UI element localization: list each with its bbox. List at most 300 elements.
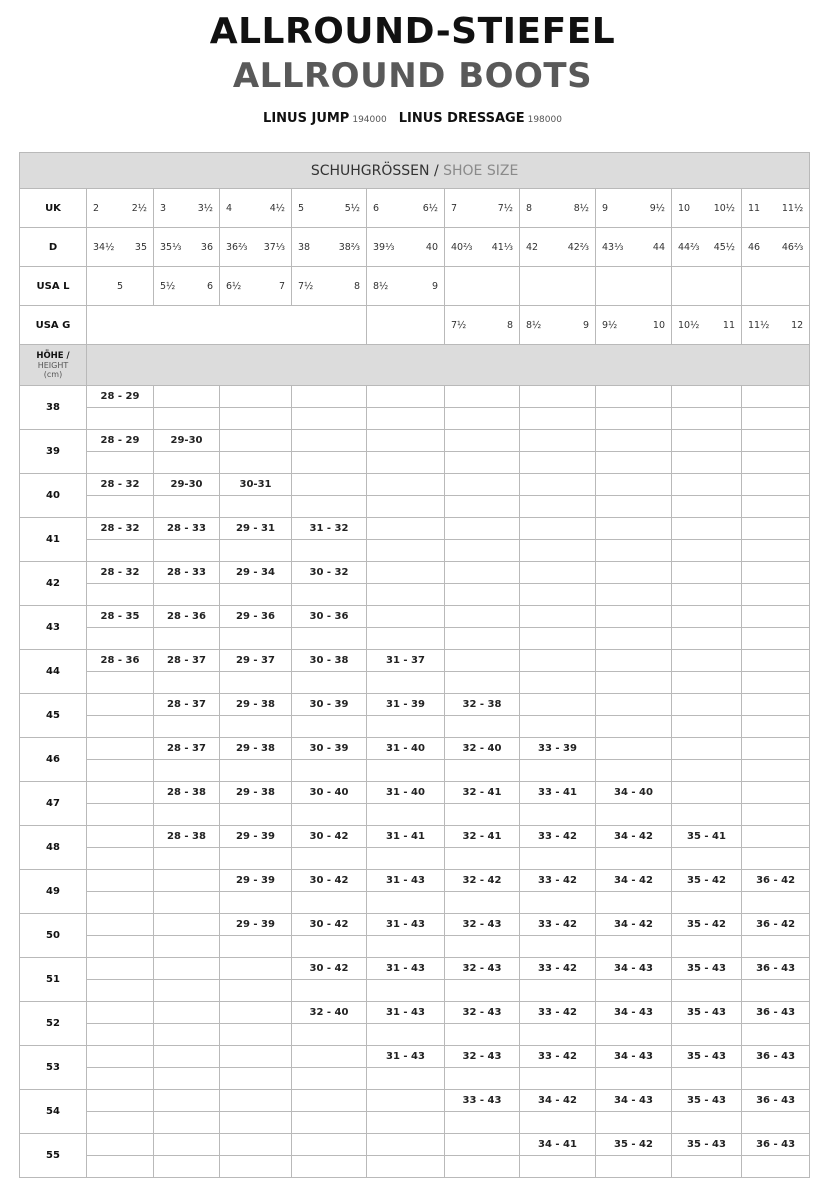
calf-range-cell bbox=[292, 386, 367, 408]
size-value: 11½ bbox=[781, 202, 804, 214]
calf-range-cell: 36 - 43 bbox=[742, 958, 810, 980]
calf-range-cell: 30 - 42 bbox=[292, 870, 367, 892]
size-cell bbox=[367, 228, 445, 267]
empty-cell bbox=[596, 892, 672, 914]
size-value: 8½ bbox=[526, 319, 542, 331]
empty-cell bbox=[742, 760, 810, 782]
height-value: 42 bbox=[20, 562, 87, 606]
empty-cell bbox=[596, 848, 672, 870]
empty-cell bbox=[672, 1156, 742, 1178]
calf-range-cell: 31 - 43 bbox=[367, 1002, 445, 1024]
empty-cell bbox=[596, 628, 672, 650]
calf-range-cell: 33 - 42 bbox=[520, 914, 596, 936]
calf-range-cell: 29-30 bbox=[154, 474, 220, 496]
size-value: 6½ bbox=[422, 202, 438, 214]
size-value: 4 bbox=[226, 202, 233, 214]
empty-cell bbox=[292, 496, 367, 518]
calf-range-cell bbox=[596, 474, 672, 496]
size-row bbox=[20, 306, 810, 345]
calf-range-cell bbox=[672, 474, 742, 496]
size-value: 38⅔ bbox=[338, 241, 360, 253]
empty-cell bbox=[445, 628, 520, 650]
shoe-size-header-row bbox=[20, 153, 810, 189]
calf-range-cell bbox=[520, 562, 596, 584]
height-header-row bbox=[20, 345, 810, 386]
calf-range-cell bbox=[672, 694, 742, 716]
size-value: 46 bbox=[748, 241, 761, 253]
calf-range-cell: 33 - 42 bbox=[520, 1002, 596, 1024]
size-value: 3 bbox=[160, 202, 167, 214]
height-row bbox=[20, 386, 810, 408]
calf-range-cell bbox=[154, 1134, 220, 1156]
size-pair bbox=[154, 281, 219, 292]
empty-cell bbox=[445, 848, 520, 870]
empty-cell bbox=[367, 306, 445, 345]
calf-range-cell bbox=[742, 826, 810, 848]
empty-cell bbox=[520, 584, 596, 606]
empty-cell bbox=[520, 980, 596, 1002]
calf-range-cell: 36 - 43 bbox=[742, 1134, 810, 1156]
empty-cell bbox=[154, 628, 220, 650]
empty-cell bbox=[596, 760, 672, 782]
calf-range-cell bbox=[367, 430, 445, 452]
size-cell bbox=[742, 267, 810, 306]
empty-cell bbox=[742, 540, 810, 562]
empty-cell bbox=[367, 1024, 445, 1046]
calf-range-cell: 30 - 40 bbox=[292, 782, 367, 804]
size-cell bbox=[220, 228, 292, 267]
calf-range-cell bbox=[672, 518, 742, 540]
calf-range-cell: 35 - 43 bbox=[672, 1046, 742, 1068]
calf-range-cell: 34 - 43 bbox=[596, 1046, 672, 1068]
size-value: 7 bbox=[451, 202, 458, 214]
calf-range-cell bbox=[220, 958, 292, 980]
size-value: 43⅓ bbox=[602, 241, 624, 253]
calf-range-cell: 29 - 38 bbox=[220, 738, 292, 760]
empty-cell bbox=[672, 672, 742, 694]
empty-cell bbox=[520, 804, 596, 826]
calf-range-cell: 34 - 42 bbox=[596, 826, 672, 848]
empty-cell bbox=[367, 452, 445, 474]
size-value: 37⅓ bbox=[263, 241, 285, 253]
calf-range-cell: 28 - 32 bbox=[87, 518, 154, 540]
calf-range-cell: 32 - 43 bbox=[445, 1046, 520, 1068]
empty-cell bbox=[292, 1024, 367, 1046]
size-value: 36⅔ bbox=[226, 241, 248, 253]
height-value: 50 bbox=[20, 914, 87, 958]
size-value: 12 bbox=[791, 319, 804, 331]
height-row-lower bbox=[20, 452, 810, 474]
calf-range-cell bbox=[742, 738, 810, 760]
size-value: 9 bbox=[582, 319, 589, 331]
calf-range-cell bbox=[672, 386, 742, 408]
size-chart-table bbox=[19, 152, 810, 1178]
size-system-label: USA G bbox=[20, 306, 87, 345]
calf-range-cell: 32 - 42 bbox=[445, 870, 520, 892]
size-value: 46⅔ bbox=[781, 241, 804, 253]
calf-range-cell: 36 - 42 bbox=[742, 914, 810, 936]
height-row-lower bbox=[20, 628, 810, 650]
calf-range-cell: 33 - 43 bbox=[445, 1090, 520, 1112]
empty-cell bbox=[220, 892, 292, 914]
size-value: 6 bbox=[373, 202, 380, 214]
size-pair bbox=[367, 281, 444, 292]
empty-cell bbox=[292, 848, 367, 870]
empty-cell bbox=[742, 1068, 810, 1090]
size-cell bbox=[154, 228, 220, 267]
calf-range-cell bbox=[596, 518, 672, 540]
size-cell bbox=[292, 189, 367, 228]
calf-range-cell bbox=[672, 738, 742, 760]
height-value: 53 bbox=[20, 1046, 87, 1090]
height-row-lower bbox=[20, 496, 810, 518]
calf-range-cell bbox=[292, 474, 367, 496]
size-pair bbox=[292, 281, 366, 292]
calf-range-cell: 29 - 39 bbox=[220, 826, 292, 848]
height-value: 38 bbox=[20, 386, 87, 430]
calf-range-cell: 28 - 32 bbox=[87, 562, 154, 584]
size-value: 11 bbox=[722, 319, 735, 331]
empty-cell bbox=[742, 408, 810, 430]
height-row bbox=[20, 826, 810, 848]
empty-cell bbox=[742, 936, 810, 958]
calf-range-cell bbox=[220, 386, 292, 408]
height-row bbox=[20, 518, 810, 540]
size-value: 8 bbox=[506, 319, 513, 331]
empty-cell bbox=[596, 804, 672, 826]
empty-cell bbox=[87, 496, 154, 518]
calf-range-cell: 29-30 bbox=[154, 430, 220, 452]
empty-cell bbox=[87, 452, 154, 474]
calf-range-cell: 35 - 43 bbox=[672, 1090, 742, 1112]
height-row-lower bbox=[20, 584, 810, 606]
empty-cell bbox=[367, 892, 445, 914]
size-value: 4½ bbox=[269, 202, 285, 214]
calf-range-cell bbox=[672, 430, 742, 452]
size-cell bbox=[292, 228, 367, 267]
empty-cell bbox=[154, 1068, 220, 1090]
empty-cell bbox=[87, 848, 154, 870]
calf-range-cell: 31 - 41 bbox=[367, 826, 445, 848]
empty-cell bbox=[672, 1112, 742, 1134]
empty-cell bbox=[87, 1112, 154, 1134]
calf-range-cell bbox=[596, 606, 672, 628]
height-label-line: HÖHE / bbox=[36, 350, 70, 361]
empty-cell bbox=[520, 1024, 596, 1046]
empty-cell bbox=[742, 892, 810, 914]
size-cell bbox=[87, 228, 154, 267]
empty-cell bbox=[220, 672, 292, 694]
height-value: 48 bbox=[20, 826, 87, 870]
calf-range-cell: 34 - 41 bbox=[520, 1134, 596, 1156]
empty-cell bbox=[520, 716, 596, 738]
calf-range-cell bbox=[367, 606, 445, 628]
size-pair bbox=[87, 203, 153, 214]
calf-range-cell: 30 - 38 bbox=[292, 650, 367, 672]
empty-cell bbox=[292, 980, 367, 1002]
calf-range-cell: 33 - 41 bbox=[520, 782, 596, 804]
calf-range-cell bbox=[445, 430, 520, 452]
size-pair bbox=[367, 203, 444, 214]
calf-range-cell: 28 - 33 bbox=[154, 562, 220, 584]
size-pair bbox=[742, 320, 809, 331]
size-cell bbox=[220, 189, 292, 228]
empty-cell bbox=[220, 452, 292, 474]
calf-range-cell bbox=[742, 518, 810, 540]
size-value: 9½ bbox=[649, 202, 665, 214]
empty-cell bbox=[154, 452, 220, 474]
calf-range-cell bbox=[596, 738, 672, 760]
empty-cell bbox=[367, 540, 445, 562]
empty-cell bbox=[742, 628, 810, 650]
calf-range-cell: 35 - 43 bbox=[672, 1134, 742, 1156]
empty-cell bbox=[742, 1112, 810, 1134]
size-value: 11½ bbox=[748, 319, 770, 331]
model-code: 198000 bbox=[527, 115, 562, 125]
empty-cell bbox=[87, 760, 154, 782]
empty-cell bbox=[220, 1068, 292, 1090]
empty-cell bbox=[220, 628, 292, 650]
empty-cell bbox=[672, 540, 742, 562]
empty-cell bbox=[154, 980, 220, 1002]
empty-cell bbox=[154, 1112, 220, 1134]
size-pair bbox=[220, 281, 291, 292]
calf-range-cell: 33 - 42 bbox=[520, 826, 596, 848]
empty-cell bbox=[672, 980, 742, 1002]
calf-range-cell bbox=[154, 1090, 220, 1112]
calf-range-cell: 36 - 43 bbox=[742, 1002, 810, 1024]
empty-cell bbox=[520, 452, 596, 474]
height-row bbox=[20, 1046, 810, 1068]
empty-cell bbox=[672, 892, 742, 914]
calf-range-cell: 28 - 37 bbox=[154, 650, 220, 672]
size-value: 2½ bbox=[131, 202, 147, 214]
empty-cell bbox=[445, 804, 520, 826]
empty-cell bbox=[520, 628, 596, 650]
size-cell bbox=[520, 306, 596, 345]
size-value: 40 bbox=[425, 241, 438, 253]
empty-cell bbox=[672, 848, 742, 870]
size-value: 39⅓ bbox=[373, 241, 395, 253]
calf-range-cell: 34 - 43 bbox=[596, 1002, 672, 1024]
size-value: 9 bbox=[431, 280, 438, 292]
calf-range-cell bbox=[87, 914, 154, 936]
size-pair bbox=[445, 242, 519, 253]
model-code: 194000 bbox=[352, 115, 387, 125]
empty-cell bbox=[445, 1024, 520, 1046]
size-value: 11 bbox=[748, 202, 761, 214]
calf-range-cell: 29 - 38 bbox=[220, 694, 292, 716]
empty-cell bbox=[367, 1068, 445, 1090]
height-row bbox=[20, 870, 810, 892]
size-pair bbox=[445, 320, 519, 331]
calf-range-cell: 29 - 31 bbox=[220, 518, 292, 540]
calf-range-cell bbox=[87, 958, 154, 980]
size-row bbox=[20, 267, 810, 306]
calf-range-cell: 28 - 29 bbox=[87, 386, 154, 408]
empty-cell bbox=[87, 936, 154, 958]
empty-cell bbox=[742, 804, 810, 826]
empty-cell bbox=[596, 584, 672, 606]
empty-cell bbox=[742, 848, 810, 870]
empty-cell bbox=[445, 496, 520, 518]
calf-range-cell: 31 - 43 bbox=[367, 914, 445, 936]
size-cell bbox=[672, 267, 742, 306]
size-pair bbox=[520, 242, 595, 253]
calf-range-cell bbox=[154, 386, 220, 408]
size-cell bbox=[520, 189, 596, 228]
size-value: 7 bbox=[278, 280, 285, 292]
size-value: 8½ bbox=[573, 202, 589, 214]
calf-range-cell bbox=[87, 1134, 154, 1156]
empty-cell bbox=[87, 672, 154, 694]
height-row-lower bbox=[20, 540, 810, 562]
size-pair bbox=[596, 242, 671, 253]
empty-cell bbox=[154, 936, 220, 958]
size-value: 8 bbox=[526, 202, 533, 214]
height-header-fill bbox=[87, 345, 810, 386]
height-value: 41 bbox=[20, 518, 87, 562]
title-english: ALLROUND BOOTS bbox=[232, 56, 593, 96]
empty-cell bbox=[672, 584, 742, 606]
size-cell bbox=[445, 189, 520, 228]
height-row-lower bbox=[20, 848, 810, 870]
calf-range-cell: 30 - 32 bbox=[292, 562, 367, 584]
empty-cell bbox=[596, 936, 672, 958]
empty-cell bbox=[367, 1112, 445, 1134]
height-value: 52 bbox=[20, 1002, 87, 1046]
size-pair bbox=[367, 242, 444, 253]
empty-cell bbox=[87, 306, 367, 345]
size-value: 9½ bbox=[602, 319, 618, 331]
size-value: 34½ bbox=[93, 241, 115, 253]
empty-cell bbox=[220, 584, 292, 606]
calf-range-cell bbox=[292, 430, 367, 452]
calf-range-cell bbox=[445, 474, 520, 496]
empty-cell bbox=[154, 804, 220, 826]
calf-range-cell: 35 - 41 bbox=[672, 826, 742, 848]
empty-cell bbox=[742, 452, 810, 474]
empty-cell bbox=[154, 540, 220, 562]
model-list bbox=[0, 110, 825, 129]
calf-range-cell: 29 - 39 bbox=[220, 870, 292, 892]
calf-range-cell bbox=[367, 1090, 445, 1112]
empty-cell bbox=[742, 1156, 810, 1178]
model-name: LINUS DRESSAGE bbox=[398, 111, 525, 126]
empty-cell bbox=[154, 408, 220, 430]
empty-cell bbox=[596, 1068, 672, 1090]
size-value: 9 bbox=[602, 202, 609, 214]
calf-range-cell: 30 - 39 bbox=[292, 738, 367, 760]
size-cell bbox=[520, 228, 596, 267]
empty-cell bbox=[87, 980, 154, 1002]
height-value: 49 bbox=[20, 870, 87, 914]
empty-cell bbox=[220, 936, 292, 958]
calf-range-cell bbox=[520, 694, 596, 716]
empty-cell bbox=[367, 628, 445, 650]
empty-cell bbox=[154, 716, 220, 738]
empty-cell bbox=[292, 1156, 367, 1178]
calf-range-cell bbox=[742, 650, 810, 672]
empty-cell bbox=[87, 628, 154, 650]
empty-cell bbox=[292, 452, 367, 474]
empty-cell bbox=[367, 980, 445, 1002]
empty-cell bbox=[596, 1024, 672, 1046]
calf-range-cell: 30 - 39 bbox=[292, 694, 367, 716]
calf-range-cell: 31 - 43 bbox=[367, 958, 445, 980]
calf-range-cell: 32 - 41 bbox=[445, 782, 520, 804]
calf-range-cell: 35 - 42 bbox=[672, 914, 742, 936]
calf-range-cell bbox=[367, 562, 445, 584]
empty-cell bbox=[596, 452, 672, 474]
size-pair bbox=[596, 320, 671, 331]
size-cell bbox=[154, 267, 220, 306]
calf-range-cell bbox=[87, 782, 154, 804]
empty-cell bbox=[520, 760, 596, 782]
calf-range-cell: 34 - 42 bbox=[596, 914, 672, 936]
calf-range-cell: 29 - 39 bbox=[220, 914, 292, 936]
height-value: 46 bbox=[20, 738, 87, 782]
size-pair bbox=[87, 242, 153, 253]
calf-range-cell bbox=[445, 650, 520, 672]
empty-cell bbox=[672, 628, 742, 650]
size-value: 10 bbox=[652, 319, 665, 331]
calf-range-cell bbox=[445, 1134, 520, 1156]
empty-cell bbox=[292, 408, 367, 430]
height-row bbox=[20, 782, 810, 804]
height-value: 44 bbox=[20, 650, 87, 694]
size-cell bbox=[445, 306, 520, 345]
calf-range-cell bbox=[87, 694, 154, 716]
size-cell bbox=[672, 189, 742, 228]
calf-range-cell: 34 - 43 bbox=[596, 958, 672, 980]
empty-cell bbox=[445, 1156, 520, 1178]
calf-range-cell bbox=[520, 606, 596, 628]
height-value: 45 bbox=[20, 694, 87, 738]
empty-cell bbox=[672, 496, 742, 518]
height-value: 47 bbox=[20, 782, 87, 826]
empty-cell bbox=[445, 980, 520, 1002]
size-value: 42⅔ bbox=[567, 241, 589, 253]
empty-cell bbox=[292, 760, 367, 782]
size-row bbox=[20, 228, 810, 267]
size-value: 8½ bbox=[373, 280, 389, 292]
empty-cell bbox=[742, 716, 810, 738]
size-system-label: USA L bbox=[20, 267, 87, 306]
calf-range-cell bbox=[292, 1134, 367, 1156]
size-pair bbox=[520, 203, 595, 214]
empty-cell bbox=[596, 540, 672, 562]
calf-range-cell bbox=[742, 694, 810, 716]
empty-cell bbox=[220, 848, 292, 870]
size-value: 36 bbox=[200, 241, 213, 253]
size-value: 5 bbox=[298, 202, 305, 214]
size-system-label: UK bbox=[20, 189, 87, 228]
empty-cell bbox=[367, 1156, 445, 1178]
empty-cell bbox=[220, 540, 292, 562]
empty-cell bbox=[154, 760, 220, 782]
calf-range-cell bbox=[445, 518, 520, 540]
empty-cell bbox=[596, 980, 672, 1002]
size-pair bbox=[292, 242, 366, 253]
height-row bbox=[20, 1002, 810, 1024]
empty-cell bbox=[367, 848, 445, 870]
calf-range-cell: 32 - 40 bbox=[445, 738, 520, 760]
empty-cell bbox=[220, 1024, 292, 1046]
calf-range-cell bbox=[742, 474, 810, 496]
size-cell bbox=[445, 228, 520, 267]
empty-cell bbox=[520, 848, 596, 870]
